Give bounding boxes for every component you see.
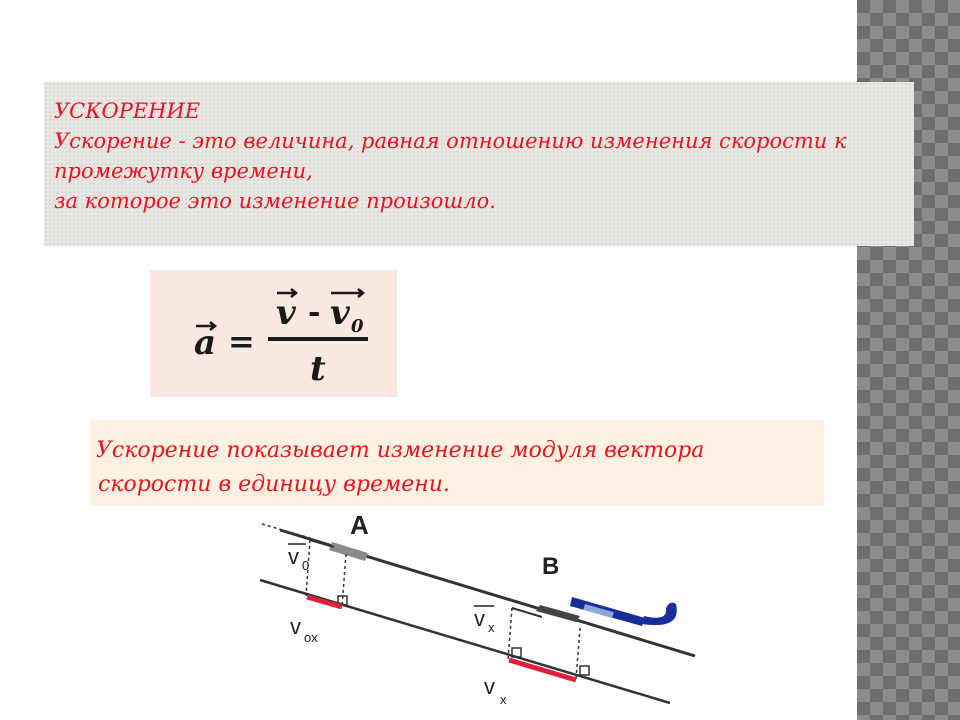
definition-line-1: Ускорение - это величина, равная отношению изменения скорости к	[54, 129, 847, 153]
acceleration-formula	[150, 270, 397, 397]
definition-title: УСКОРЕНИЕ	[54, 99, 201, 123]
label-vox: v	[290, 614, 301, 639]
note-box	[90, 420, 824, 506]
formula-minus: -	[308, 295, 321, 330]
formula-a: a	[194, 323, 217, 363]
body-b-base	[536, 605, 580, 622]
guide-line	[262, 524, 310, 538]
projection-line	[342, 554, 346, 607]
x-axis-line	[260, 580, 670, 703]
label-vx-vector: v	[474, 606, 485, 631]
label-vx-sub: x	[500, 692, 507, 707]
label-v0: v	[288, 544, 299, 569]
body-a	[329, 542, 368, 561]
label-vox-sub: ox	[304, 630, 318, 645]
definition-line-2: промежутку времени,	[54, 159, 313, 183]
label-b: B	[542, 553, 560, 580]
v0-vector	[310, 540, 334, 547]
formula-v0-subscript: 0	[351, 316, 364, 337]
sled-runner-curve	[642, 603, 677, 625]
note-line-2: скорости в единицу времени.	[98, 472, 450, 497]
formula-v0: v	[330, 293, 350, 333]
label-v0-sub: 0	[302, 558, 310, 573]
fraction-bar	[268, 337, 368, 341]
formula-equals: =	[228, 322, 255, 360]
formula-t: t	[310, 349, 326, 389]
formula-box	[150, 270, 397, 397]
label-vx: v	[484, 674, 495, 699]
right-angle-marker	[580, 666, 589, 675]
label-vx-vector-sub: x	[488, 620, 495, 635]
label-a: A	[350, 510, 369, 540]
formula-v: v	[276, 293, 296, 333]
motion-diagram	[250, 508, 700, 720]
vx-projection	[509, 660, 576, 680]
definition-box	[44, 82, 914, 246]
note-line-1: Ускорение показывает изменение модуля вектора	[96, 438, 705, 463]
definition-line-3: за которое это изменение произошло.	[54, 189, 496, 213]
